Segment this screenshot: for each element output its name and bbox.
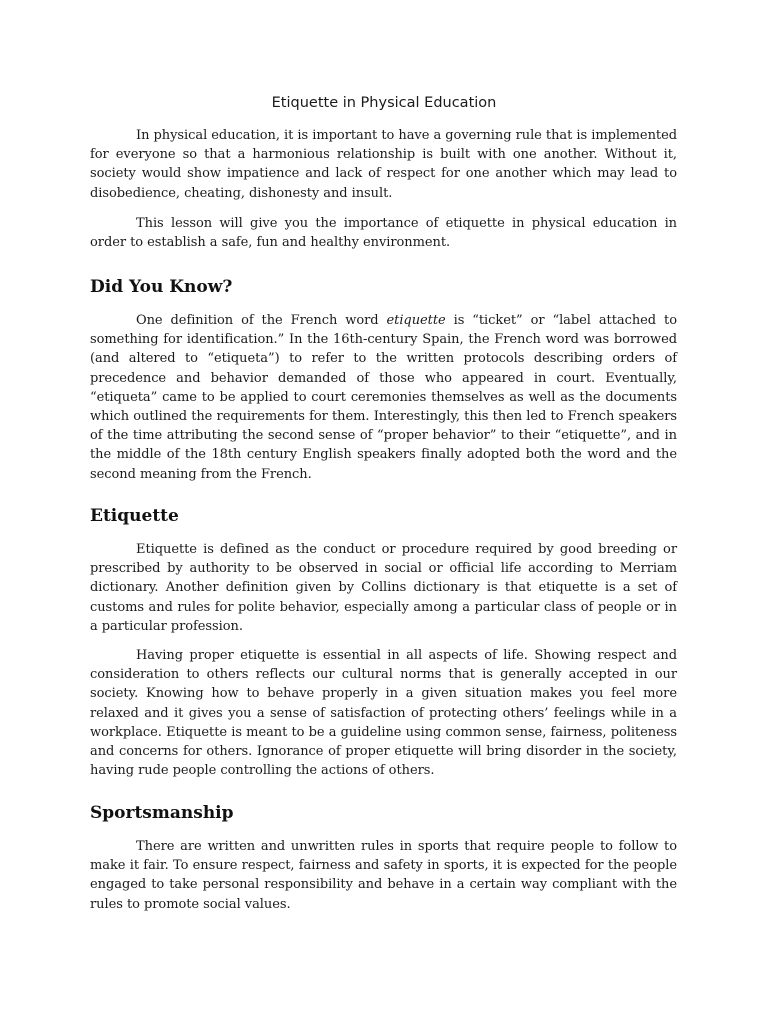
document-title: Etiquette in Physical Education: [271, 95, 497, 111]
etiquette-paragraph-1: Etiquette is defined as the conduct or procedure required by good breeding or prescribed by authority to be observed in social or official life according to Merriam dictionary. Another definition given by Collins dictionary is that etiquette is a set of customs and rules for polite behavior, especially among a particular class of people or in a particular profession.: [90, 542, 677, 634]
sportsmanship-paragraph: There are written and unwritten rules in sports that require people to follow to make it fair. To ensure respect, fairness and safety in sports, it is expected for the people engaged to take personal responsibility and behave in a certain way compliant with the rules to promote social values.: [90, 839, 677, 912]
etiquette-emphasis: etiquette: [386, 313, 446, 328]
section-heading-did-you-know: Did You Know?: [90, 277, 233, 297]
section-heading-sportsmanship: Sportsmanship: [90, 803, 234, 823]
did-you-know-paragraph: [90, 311, 677, 484]
did-you-know-text-after: is “ticket” or “label attached to something for identification.” In the 16th-century Spain, the French word was borrowed (and altered to “etiqueta”) to refer to the written protocols describing orders of precedence and behavior demanded of those who appeared in court. Eventually, “etiqueta” came to be applied to court ceremonies themselves as well as the documents which outlined the requirements for them. Interestingly, this then led to French speakers of the time attributing the second sense of “proper behavior” to their “etiquette”, and in the middle of the 18th century English speakers finally adopted both the word and the second meaning from the French.: [90, 313, 677, 482]
etiquette-paragraph-2: Having proper etiquette is essential in all aspects of life. Showing respect and consideration to others reflects our cultural norms that is generally accepted in our society. Knowing how to behave properly in a given situation makes you feel more relaxed and it gives you a sense of satisfaction of protecting others’ feelings while in a workplace. Etiquette is meant to be a guideline using common sense, fairness, politeness and concerns for others. Ignorance of proper etiquette will bring disorder in the society, having rude people controlling the actions of others.: [90, 648, 677, 779]
section-heading-etiquette: Etiquette: [90, 506, 179, 526]
intro-paragraph-1: In physical education, it is important to have a governing rule that is implemented for everyone so that a harmonious relationship is built with one another. Without it, society would show impatience and lack of respect for one another which may lead to disobedience, cheating, dishonesty and insult.: [90, 128, 677, 201]
intro-paragraph-2: This lesson will give you the importance of etiquette in physical education in order to establish a safe, fun and healthy environment.: [90, 216, 677, 251]
did-you-know-text-before: One definition of the French word: [136, 313, 387, 328]
